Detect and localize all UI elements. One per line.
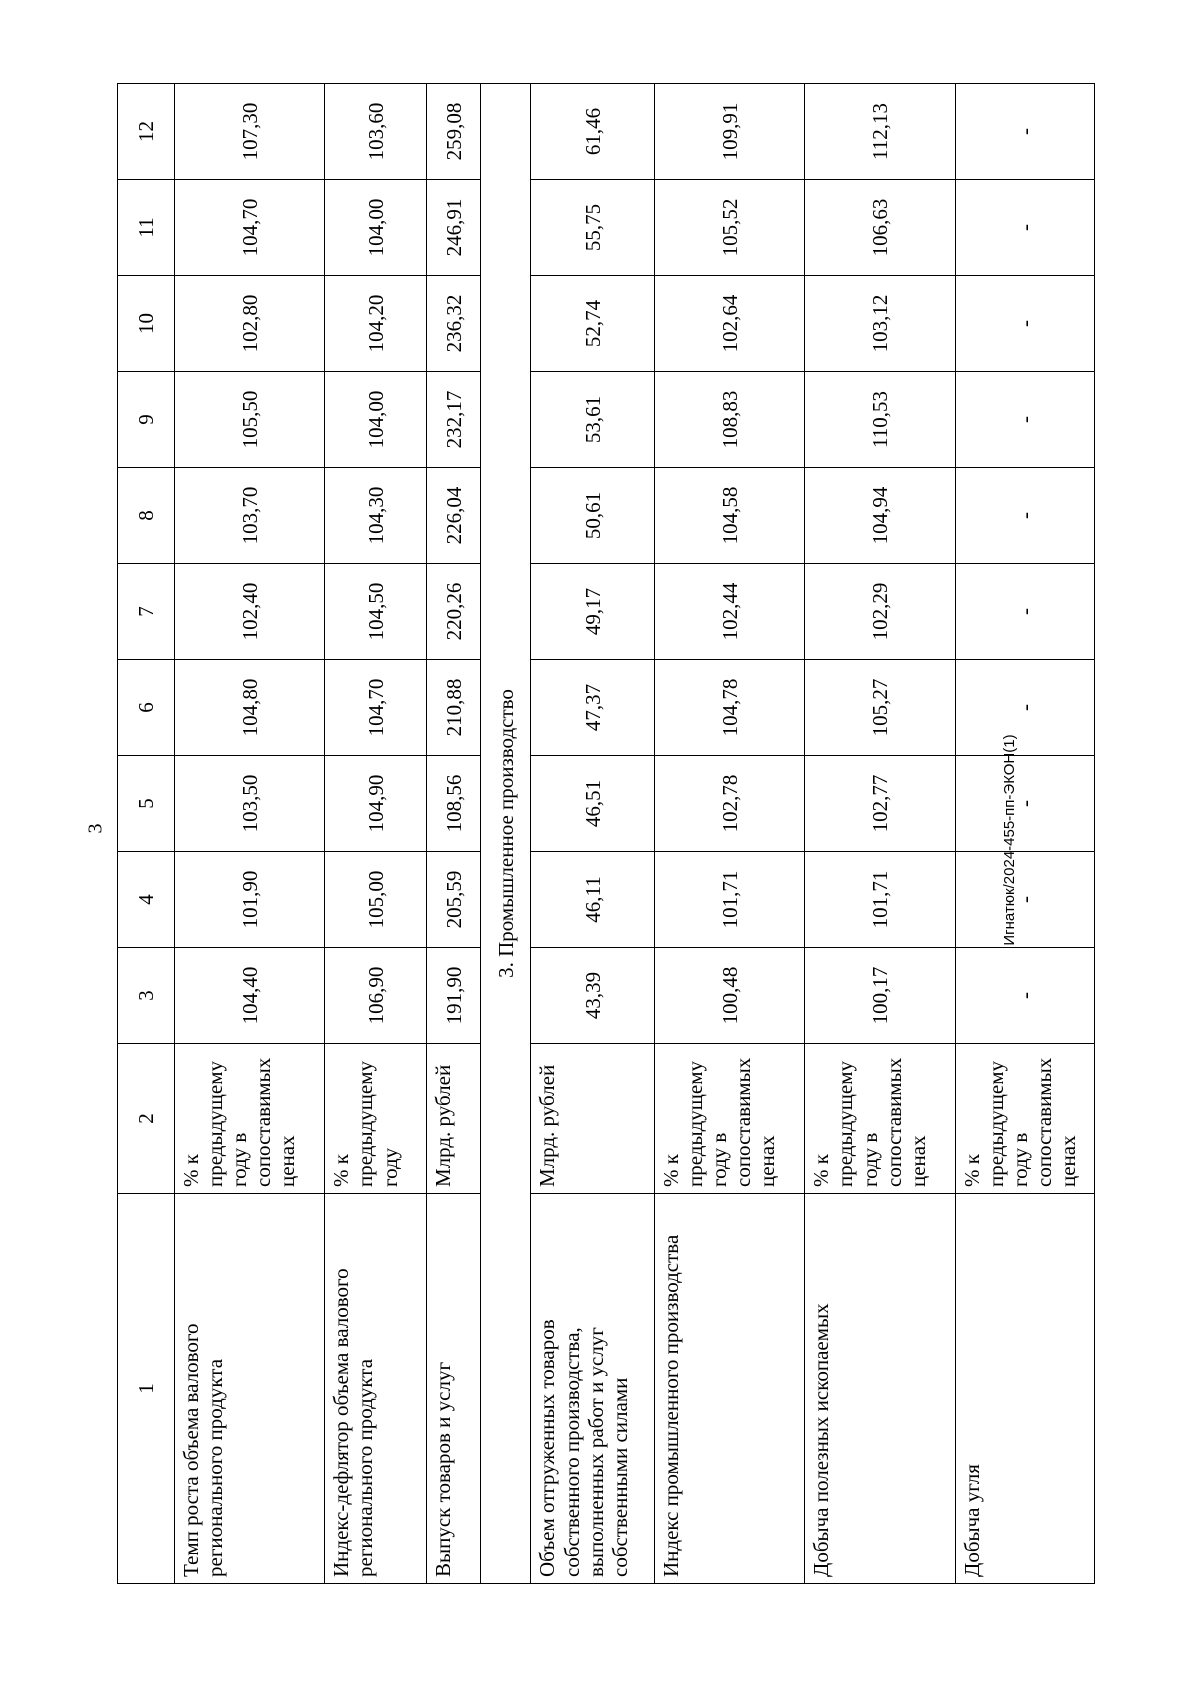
- page-number: 3: [84, 823, 107, 834]
- indicator-name-cell: Выпуск товаров и услуг: [427, 1194, 481, 1584]
- value-cell: -: [955, 276, 1094, 372]
- indicator-name-cell: Индекс-дефлятор объема валового регионального продукта: [325, 1194, 427, 1584]
- value-cell: 61,46: [531, 84, 655, 180]
- value-cell: 49,17: [531, 564, 655, 660]
- section-row: [480, 84, 530, 1584]
- value-cell: 102,44: [654, 564, 804, 660]
- value-cell: 102,40: [174, 564, 324, 660]
- value-cell: 104,80: [174, 660, 324, 756]
- indicator-name-cell: Добыча полезных ископаемых: [805, 1194, 955, 1584]
- table-row: [174, 84, 324, 1584]
- value-cell: 101,71: [805, 852, 955, 948]
- value-cell: -: [955, 948, 1094, 1044]
- value-cell: 104,00: [325, 372, 427, 468]
- table-row: [654, 84, 804, 1584]
- header-cell: 12: [118, 84, 175, 180]
- value-cell: 104,20: [325, 276, 427, 372]
- value-cell: 101,71: [654, 852, 804, 948]
- value-cell: 226,04: [427, 468, 481, 564]
- value-cell: 102,64: [654, 276, 804, 372]
- section-title: 3. Промышленное производство: [480, 84, 530, 1584]
- value-cell: 112,13: [805, 84, 955, 180]
- value-cell: 104,58: [654, 468, 804, 564]
- unit-cell: % к предыдущему году в сопоставимых ценах: [654, 1044, 804, 1194]
- table-wrapper: [117, 84, 1095, 1584]
- value-cell: 104,94: [805, 468, 955, 564]
- value-cell: -: [955, 852, 1094, 948]
- header-cell: 2: [118, 1044, 175, 1194]
- value-cell: 102,77: [805, 756, 955, 852]
- indicator-name-cell: Добыча угля: [955, 1194, 1094, 1584]
- value-cell: 205,59: [427, 852, 481, 948]
- value-cell: -: [955, 564, 1094, 660]
- value-cell: 107,30: [174, 84, 324, 180]
- table-row: [531, 84, 655, 1584]
- value-cell: -: [955, 84, 1094, 180]
- value-cell: 102,78: [654, 756, 804, 852]
- value-cell: 104,70: [325, 660, 427, 756]
- value-cell: 232,17: [427, 372, 481, 468]
- value-cell: 220,26: [427, 564, 481, 660]
- value-cell: -: [955, 756, 1094, 852]
- value-cell: 108,56: [427, 756, 481, 852]
- value-cell: 108,83: [654, 372, 804, 468]
- header-cell: 11: [118, 180, 175, 276]
- unit-cell: % к предыдущему году: [325, 1044, 427, 1194]
- value-cell: 53,61: [531, 372, 655, 468]
- value-cell: 102,29: [805, 564, 955, 660]
- table-row: [427, 84, 481, 1584]
- value-cell: -: [955, 372, 1094, 468]
- value-cell: 109,91: [654, 84, 804, 180]
- header-cell: 4: [118, 852, 175, 948]
- value-cell: 103,60: [325, 84, 427, 180]
- value-cell: 100,17: [805, 948, 955, 1044]
- value-cell: 104,70: [174, 180, 324, 276]
- value-cell: 100,48: [654, 948, 804, 1044]
- unit-cell: % к предыдущему году в сопоставимых ценах: [174, 1044, 324, 1194]
- value-cell: 104,40: [174, 948, 324, 1044]
- value-cell: 104,78: [654, 660, 804, 756]
- document-code: Игнатюк/2024-455-пп-ЭКОН(1): [1001, 734, 1018, 946]
- value-cell: 105,27: [805, 660, 955, 756]
- value-cell: 106,90: [325, 948, 427, 1044]
- value-cell: 236,32: [427, 276, 481, 372]
- value-cell: 104,30: [325, 468, 427, 564]
- unit-cell: Млрд. рублей: [427, 1044, 481, 1194]
- header-cell: 6: [118, 660, 175, 756]
- indicator-name-cell: Темп роста объема валового регионального продукта: [174, 1194, 324, 1584]
- header-cell: 5: [118, 756, 175, 852]
- value-cell: 102,80: [174, 276, 324, 372]
- header-cell: 1: [118, 1194, 175, 1584]
- value-cell: 105,50: [174, 372, 324, 468]
- value-cell: 104,00: [325, 180, 427, 276]
- value-cell: 52,74: [531, 276, 655, 372]
- header-cell: 3: [118, 948, 175, 1044]
- value-cell: 46,51: [531, 756, 655, 852]
- value-cell: 110,53: [805, 372, 955, 468]
- unit-cell: Млрд. рублей: [531, 1044, 655, 1194]
- rotated-table-container: [117, 84, 1095, 1584]
- value-cell: 103,50: [174, 756, 324, 852]
- value-cell: 101,90: [174, 852, 324, 948]
- value-cell: -: [955, 468, 1094, 564]
- indicator-name-cell: Индекс промышленного производства: [654, 1194, 804, 1584]
- header-cell: 9: [118, 372, 175, 468]
- value-cell: 103,12: [805, 276, 955, 372]
- value-cell: 104,50: [325, 564, 427, 660]
- unit-cell: % к предыдущему году в сопоставимых ценах: [805, 1044, 955, 1194]
- value-cell: 43,39: [531, 948, 655, 1044]
- value-cell: 50,61: [531, 468, 655, 564]
- value-cell: 105,00: [325, 852, 427, 948]
- value-cell: 103,70: [174, 468, 324, 564]
- table-row: [805, 84, 955, 1584]
- header-row: [118, 84, 175, 1584]
- header-cell: 10: [118, 276, 175, 372]
- value-cell: 47,37: [531, 660, 655, 756]
- header-cell: 7: [118, 564, 175, 660]
- value-cell: 46,11: [531, 852, 655, 948]
- header-cell: 8: [118, 468, 175, 564]
- value-cell: 104,90: [325, 756, 427, 852]
- unit-cell: % к предыдущему году в сопоставимых ценах: [955, 1044, 1094, 1194]
- value-cell: 259,08: [427, 84, 481, 180]
- value-cell: 106,63: [805, 180, 955, 276]
- indicators-table: [117, 83, 1095, 1584]
- value-cell: 246,91: [427, 180, 481, 276]
- indicator-name-cell: Объем отгруженных товаров собственного производства, выполненных работ и услуг собственными силами: [531, 1194, 655, 1584]
- value-cell: 191,90: [427, 948, 481, 1044]
- value-cell: 105,52: [654, 180, 804, 276]
- table-row: [325, 84, 427, 1584]
- value-cell: 210,88: [427, 660, 481, 756]
- value-cell: -: [955, 180, 1094, 276]
- value-cell: -: [955, 660, 1094, 756]
- value-cell: 55,75: [531, 180, 655, 276]
